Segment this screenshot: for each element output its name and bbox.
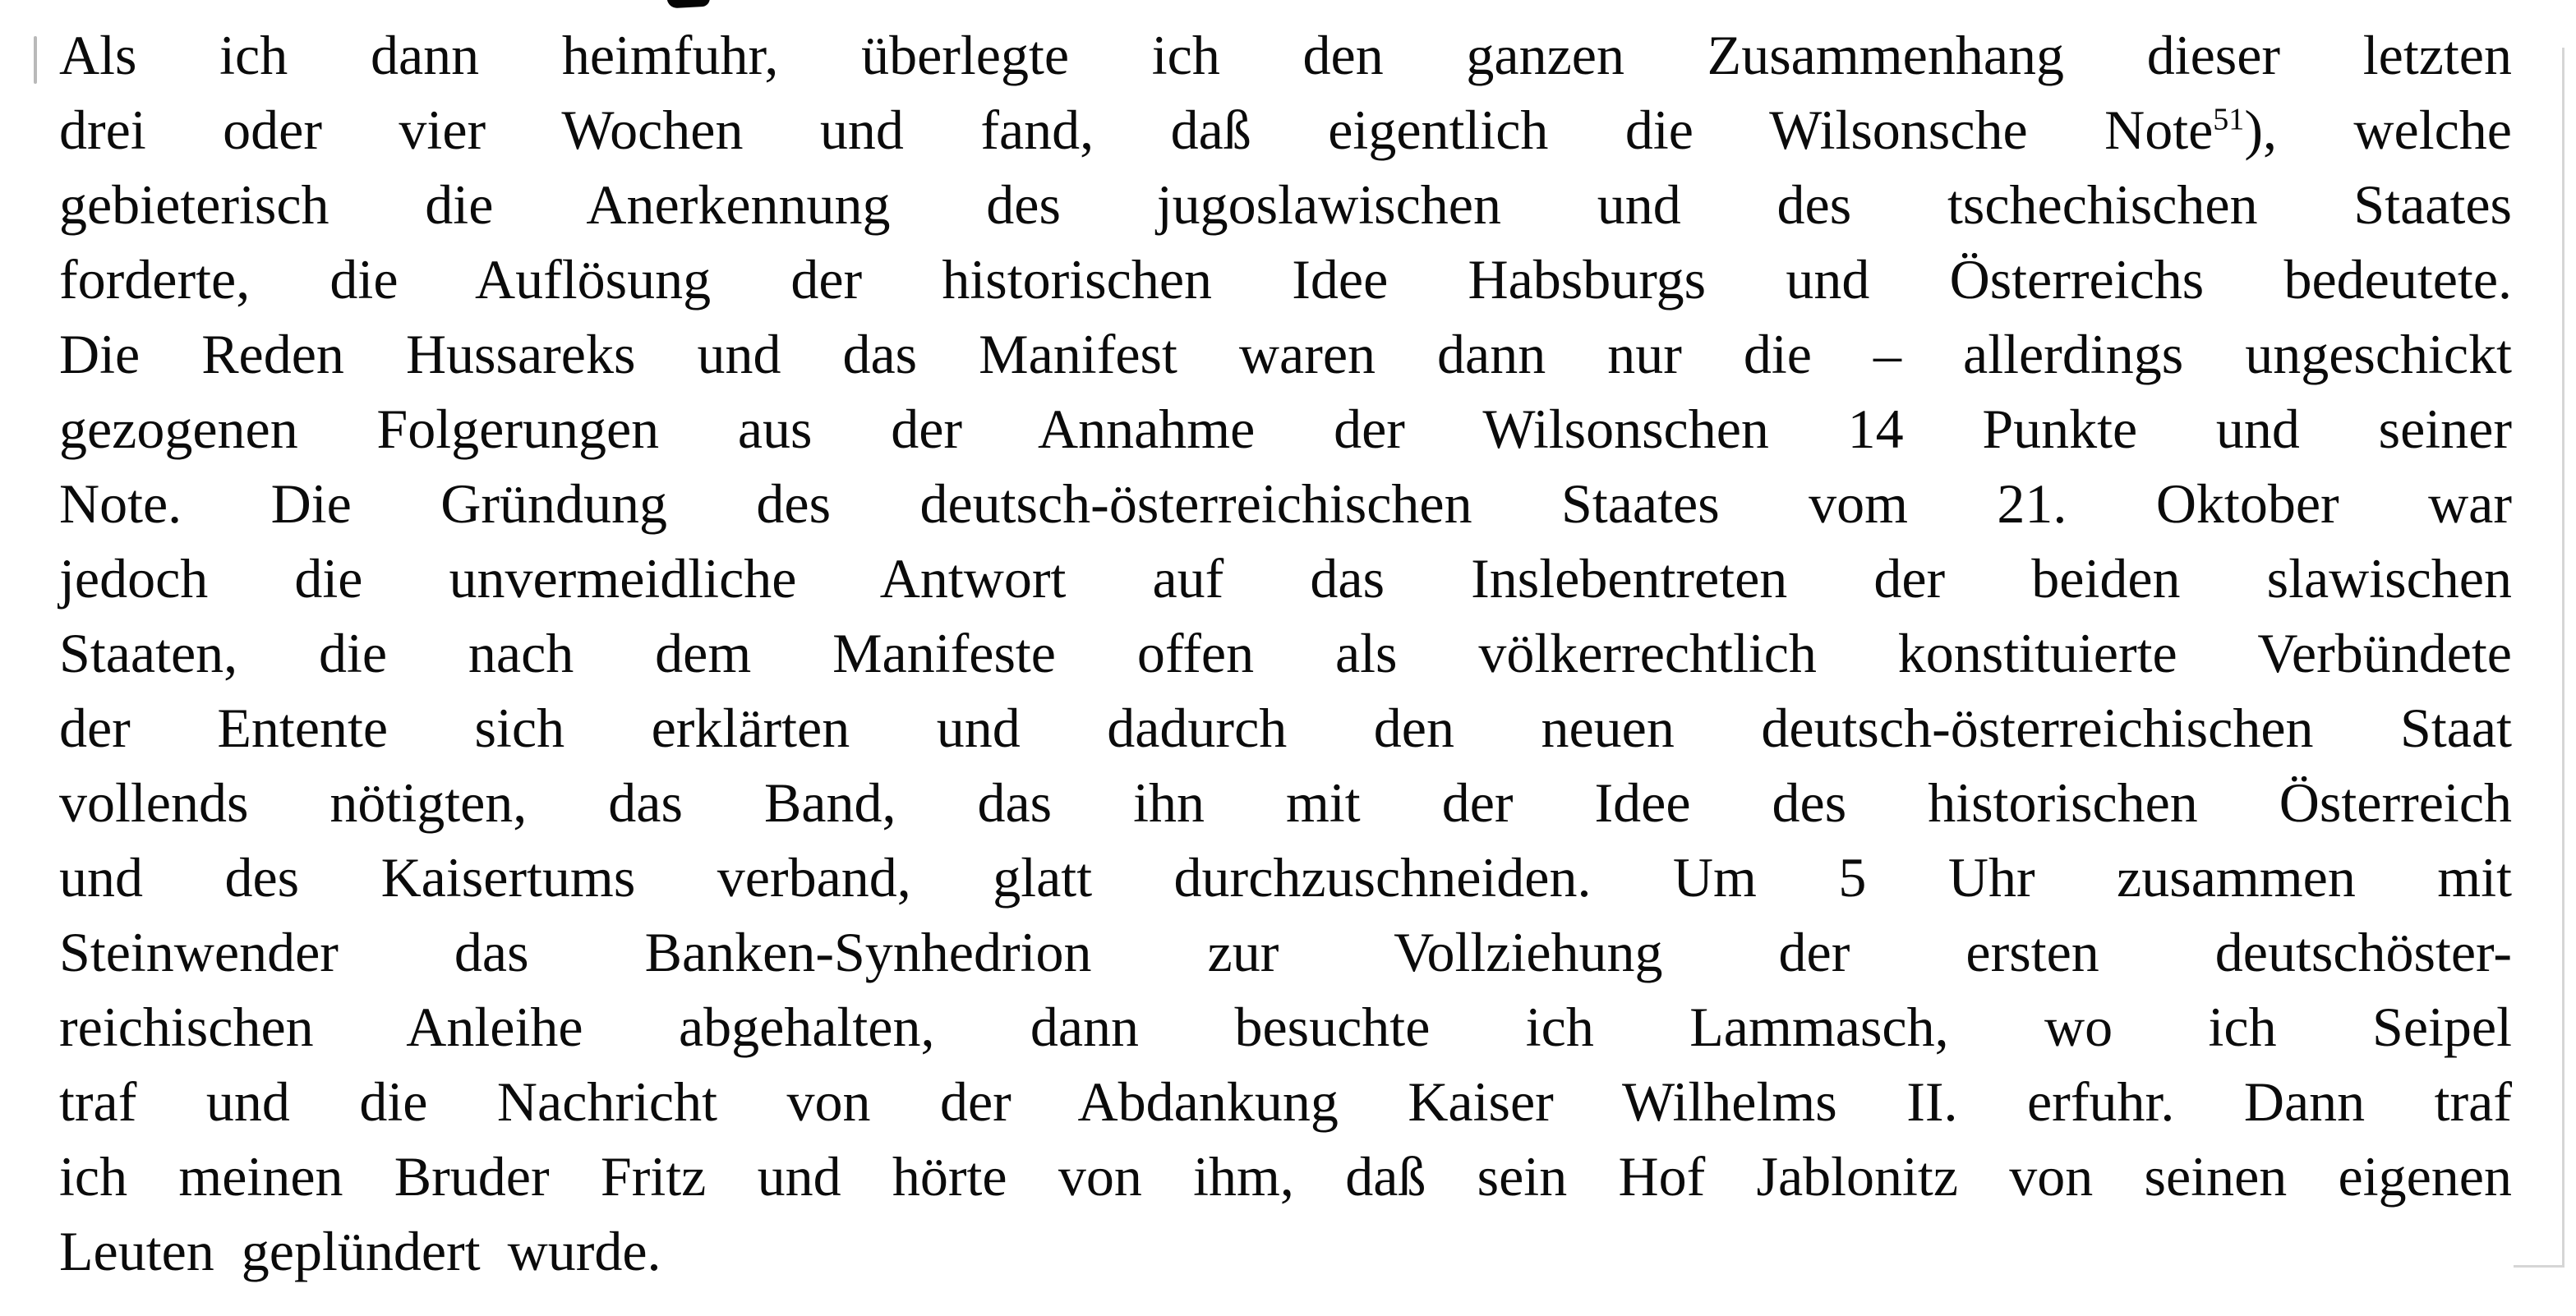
text-segment: drei oder vier Wochen und fand, daß eigentlich die Wilsonsche Note xyxy=(59,99,2214,161)
scan-artifact-ink-blob xyxy=(667,0,711,8)
text-line: Leuten geplündert wurde. xyxy=(59,1220,661,1282)
text-segment: ), welche xyxy=(2244,99,2512,161)
text-line: gezogenen Folgerungen aus der Annahme der Wilsonschen 14 Punkte und seiner xyxy=(59,398,2512,460)
text-line: gebieterisch die Anerkennung des jugoslawischen und des tschechischen Staates xyxy=(59,173,2512,236)
scan-artifact-left-mark xyxy=(34,36,37,84)
text-line: Die Reden Hussareks und das Manifest waren dann nur die – allerdings ungeschickt xyxy=(59,323,2512,385)
text-line: Steinwender das Banken-Synhedrion zur Vollziehung der ersten deutschöster- xyxy=(59,921,2512,983)
text-line: Als ich dann heimfuhr, überlegte ich den ganzen Zusammenhang dieser letzten xyxy=(59,24,2512,86)
text-line: vollends nötigten, das Band, das ihn mit der Idee des historischen Österreich xyxy=(59,771,2512,834)
text-line: und des Kaisertums verband, glatt durchzuschneiden. Um 5 Uhr zusammen mit xyxy=(59,846,2512,909)
text-line: ich meinen Bruder Fritz und hörte von ihm, daß sein Hof Jablonitz von seinen eigenen xyxy=(59,1145,2512,1208)
text-line: der Entente sich erklärten und dadurch den neuen deutsch-österreichischen Staat xyxy=(59,697,2512,759)
text-line: traf und die Nachricht von der Abdankung Kaiser Wilhelms II. erfuhr. Dann traf xyxy=(59,1070,2512,1133)
paragraph xyxy=(59,18,2512,1289)
footnote-marker: 51 xyxy=(2213,102,2245,137)
text-line: Note. Die Gründung des deutsch-österreichischen Staates vom 21. Oktober war xyxy=(59,472,2512,535)
scan-artifact-bottom-corner-line xyxy=(2514,1265,2564,1268)
text-line: Staaten, die nach dem Manifeste offen als völkerrechtlich konstituierte Verbündete xyxy=(59,622,2512,684)
text-line xyxy=(59,93,2512,168)
scan-artifact-right-edge-line xyxy=(2562,48,2564,1267)
text-line: reichischen Anleihe abgehalten, dann besuchte ich Lammasch, wo ich Seipel xyxy=(59,996,2512,1058)
text-line: forderte, die Auflösung der historischen Idee Habsburgs und Österreichs bedeutete. xyxy=(59,248,2512,311)
text-line: jedoch die unvermeidliche Antwort auf das Inslebentreten der beiden slawischen xyxy=(59,547,2512,610)
